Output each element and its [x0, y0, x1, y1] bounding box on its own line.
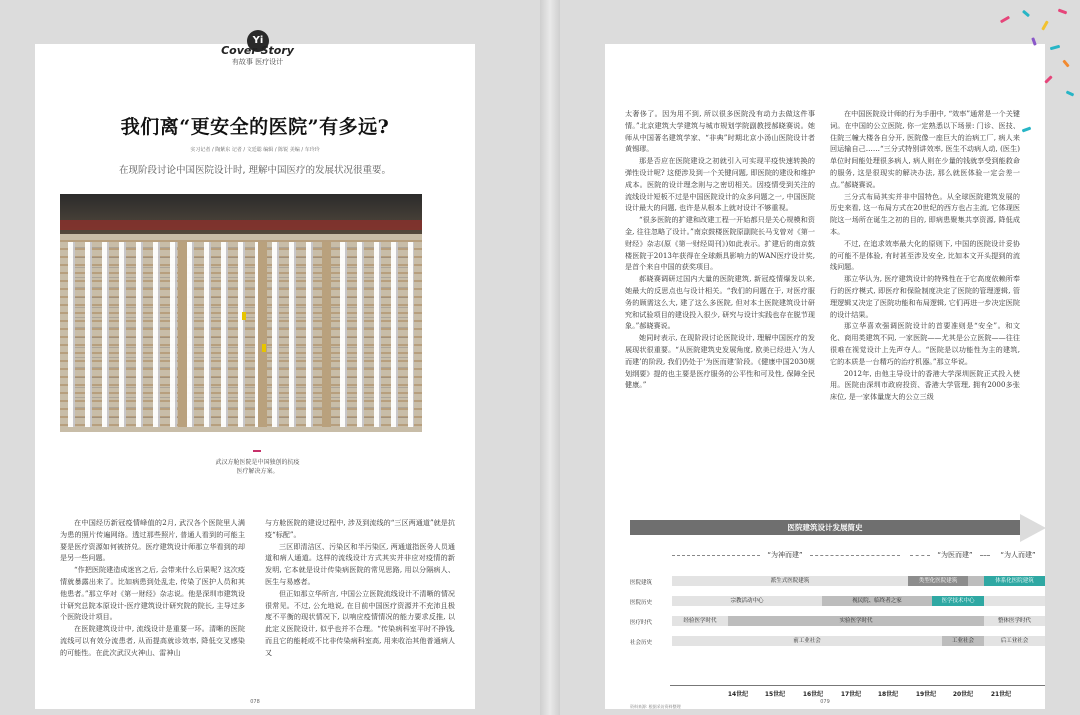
photo-worker	[242, 312, 246, 320]
photo-aisle	[322, 242, 331, 427]
segment-bar: 整体医学时代	[984, 616, 1045, 626]
segment-bar: 实验医学时代	[728, 616, 984, 626]
page-number-right: 079	[820, 699, 830, 705]
segment-bar: 体系化医院建筑	[984, 576, 1045, 586]
photo-caption-line: 医疗解决方案。	[236, 468, 279, 475]
segment-bar: 类型化医院建筑	[908, 576, 968, 586]
segment-bar: 经验医学时代	[672, 616, 728, 626]
segment-bar	[968, 576, 984, 586]
era-label: “为神而建”	[767, 551, 803, 559]
segment-bar	[984, 596, 1045, 606]
photo-beds-grid	[68, 242, 414, 427]
page-gutter	[540, 0, 560, 715]
row-label: 医院历史	[630, 600, 653, 606]
paragraph: 2012年, 由他主导设计的香港大学深圳医院正式投入使用。医院由深圳市政府投资、香港大学管理, 拥有2000多张床位, 是一家体量庞大的公立三级	[830, 368, 1020, 402]
century-tick: 18世纪	[877, 691, 899, 698]
paragraph: 太奢侈了。因为用不到, 所以很多医院没有动力去做这件事情。”北京建筑大学建筑与城市规划学院副教授郝晓赛说。她师从中国著名建筑学家、“非典”时期北京小汤山医院设计者黄锡璆。	[625, 109, 815, 154]
timeline-chart	[630, 520, 1045, 709]
paragraph: 她同时表示, 在现阶段讨论医院设计, 理解中国医疗的发展现状很重要。“从医院建筑史发展角度, 欧美已经进入‘为人而建’的阶段, 我们仍处于‘为医而建’阶段。《健康中国2030规划纲要》提的也主要是医疗服务的公平性和可及性, 保障全民健康。”	[625, 333, 815, 390]
photo-worker	[262, 344, 266, 352]
chart-title: 医院建筑设计发展简史	[630, 520, 1020, 535]
left-page	[35, 35, 475, 709]
segment-bar: 宗教活动中心	[672, 596, 822, 606]
photo-caption	[185, 458, 330, 476]
confetti-decoration	[1058, 9, 1067, 15]
paragraph: 在医院建筑设计中, 流线设计是重要一环。清晰的医院流线可以有效分流患者, 从而提高就诊效率, 降低交叉感染的可能性。在此次武汉火神山、雷神山	[60, 624, 245, 657]
paragraph: 与方舱医院的建设过程中, 涉及到流线的“三区两通道”就是抗疫“标配”。	[265, 518, 455, 539]
century-tick: 16世纪	[802, 691, 824, 698]
confetti-decoration	[1062, 59, 1069, 67]
row-label: 社会历史	[630, 640, 653, 646]
confetti-decoration	[1000, 16, 1010, 24]
confetti-decoration	[1066, 90, 1075, 96]
text-column-1	[60, 517, 245, 705]
section-sublabel: 有故事 医疗设计	[231, 58, 284, 66]
paragraph: 那立华认为, 医疗建筑设计的特殊性在于它高度依赖所奉行的医疗模式, 即医疗和保险制度决定了医院的管理逻辑, 管理逻辑又决定了医院功能和布局逻辑, 它们再进一步决定医院的设计结果。	[830, 274, 1020, 319]
paragraph: 三区即清洁区、污染区和半污染区, 两通道指医务人员通道和病人通道。这样的流线设计方式其实并非应对疫情的新发明, 它本就是设计传染病医院的常见思路, 用以分隔病人、医生与易感者。	[265, 541, 455, 586]
era-label: “为医而建”	[937, 551, 973, 559]
era-line	[810, 555, 900, 556]
right-page	[605, 44, 1045, 709]
text-column-2	[265, 517, 455, 705]
paragraph: 三分式布局其实并非中国特色。从全球医院建筑发展的历史来看, 这一布局方式在20世纪的西方也占主流, 它体现医院这一场所在诞生之初的目的, 即病患聚集共享资源, 降低成本。	[830, 191, 1020, 236]
caption-mark	[253, 450, 261, 452]
segment-bar: 医学技术中心	[932, 596, 984, 606]
century-tick: 19世纪	[915, 691, 937, 698]
photo-aisle	[258, 242, 267, 427]
confetti-decoration	[1041, 20, 1049, 30]
section-label: Cover Story	[221, 44, 294, 57]
era-line	[980, 555, 990, 556]
chart-baseline	[670, 685, 1045, 686]
confetti-decoration	[1022, 10, 1030, 17]
paragraph: 在中国医院设计师的行为手册中, “效率”通常是一个关键词。在中国的公立医院, 你一定熟悉以下场景: 门诊、医技、住院三幢大楼各自分开, 医院像一座巨大的治病工厂, 病人来回运输自己……“三分式特别讲效率, 医生不动病人动, (医生)单位时间能处理很多病人, 病人则在少量的钱就享受到能救命的服务, 这是很现实的解决办法, 那么就医体验一定会差一点。”郝晓赛说。	[830, 109, 1020, 189]
text-column-3	[625, 108, 815, 498]
yi-badge-logo: Yi	[247, 30, 269, 52]
paragraph: “很多医院的扩建和改建工程一开始都只是关心规模和资金, 往往忽略了设计。”南京鼓楼医院原副院长马戈曾对《第一财经》杂志(原《第一财经周刊》)如此表示。扩建后的南京鼓楼医院于2013年获得在全球颇具影响力的WAN医疗设计奖, 是首个来自中国的获奖项目。	[625, 215, 815, 272]
paragraph: 郝晓赛调研过国内大量的医院建筑, 新冠疫情爆发以来, 她最大的反思点也与设计相关。“我们的问题在于, 对医疗服务的顾需这么大, 建了这么多医院, 但对本土医院建筑设计研究和试验项目的建设投入很少, 研究与设计实践也存在脱节现象。”郝晓赛说。	[625, 274, 815, 331]
confetti-decoration	[1044, 75, 1052, 83]
paragraph: 那立华喜欢强调医院设计的首要准则是“安全”。和文化、商用类建筑不同, 一家医院——尤其是公立医院——往往很难在视觉设计上先声夺人。“医院是以功能性为主的建筑, 它的本质是一台精巧的治疗机器。”那立华说。	[830, 321, 1020, 366]
paragraph: 但正如那立华所言, 中国公立医院流线设计不清晰的情况很常见。不过, 公允地说, 在目前中国医疗资源并不充沛且极度不平衡的现状情况下, 以响应疫情情况的能力要求反推, 以此定义医院设计, 似乎也并不合理。“传染病科室平时不挣钱, 而且它的能耗或不比非传染病科室高, 用来收治其他普通病人又	[265, 588, 455, 657]
photo-aisle	[178, 242, 187, 427]
page-number-left: 078	[250, 699, 260, 705]
century-tick: 14世纪	[727, 691, 749, 698]
era-line	[672, 555, 760, 556]
century-tick: 17世纪	[840, 691, 862, 698]
era-line	[910, 555, 930, 556]
row-label: 医院建筑	[630, 580, 653, 586]
paragraph: “作把医院建造成迷宫之后, 会带来什么后果呢? 这次疫情就暴露出来了。比如病患到处乱走, 传染了医护人员和其他患者。”那立华对《第一财经》杂志说。他是深圳市建筑设计研究总院本原设计-医疗建筑设计研究院的院长, 主导过多个医院设计项目。	[60, 565, 245, 622]
segment-bar: 派生式医院建筑	[672, 576, 908, 586]
paragraph: 不过, 在追求效率最大化的原则下, 中国的医院设计妥协的可能不是体验, 有时甚至涉及安全, 比如本文开头提到的流线问题。	[830, 238, 1020, 272]
photo-caption-line: 武汉方舱医院是中国独创的抗疫	[215, 459, 300, 466]
row-label: 医疗时代	[630, 620, 653, 626]
chart-source: 资料来源: 根据采访资料整理	[630, 704, 681, 709]
paragraph: 在中国经历新冠疫情峰值的2月, 武汉各个医院里人满为患的照片传遍网络。透过那些照片, 普通人看到的可能主要是医疗资源如何被挤兑。医疗建筑设计师那立华看到的却是另一些问题。	[60, 518, 245, 563]
paragraph: 那是否应在医院建设之初就引入可实现平疫快速转换的弹性设计呢? 这便涉及到一个关键问题, 即医院的建设和维护成本。医院的设计理念则与之密切相关。因疫情受到关注的流线设计短板不过是中国医院设计的众多问题之一, 中国医院设计最大的问题, 也许是从根本上就对设计不够重视。	[625, 156, 815, 213]
photo-roof-band	[60, 220, 422, 230]
century-tick: 20世纪	[952, 691, 974, 698]
segment-bar: 后工业社会	[984, 636, 1045, 646]
century-tick: 21世纪	[990, 691, 1012, 698]
chart-arrow	[1020, 514, 1046, 542]
article-subtitle: 在现阶段讨论中国医院设计时, 理解中国医疗的发展状况很重要。	[118, 165, 392, 176]
hospital-photo	[60, 194, 422, 432]
article-title: 我们离“更安全的医院”有多远?	[120, 116, 390, 138]
confetti-decoration	[1050, 45, 1060, 50]
text-column-4	[830, 108, 1020, 498]
segment-bar: 工业社会	[942, 636, 984, 646]
segment-bar: 视民院、临终者之家	[822, 596, 932, 606]
segment-bar: 前工业社会	[672, 636, 942, 646]
era-label: “为人而建”	[1000, 551, 1036, 559]
article-credits: 实习记者 / 陶紫东 记者 / 文廷聪 编辑 / 陈锐 美编 / 车玲玲	[190, 147, 320, 153]
century-tick: 15世纪	[764, 691, 786, 698]
